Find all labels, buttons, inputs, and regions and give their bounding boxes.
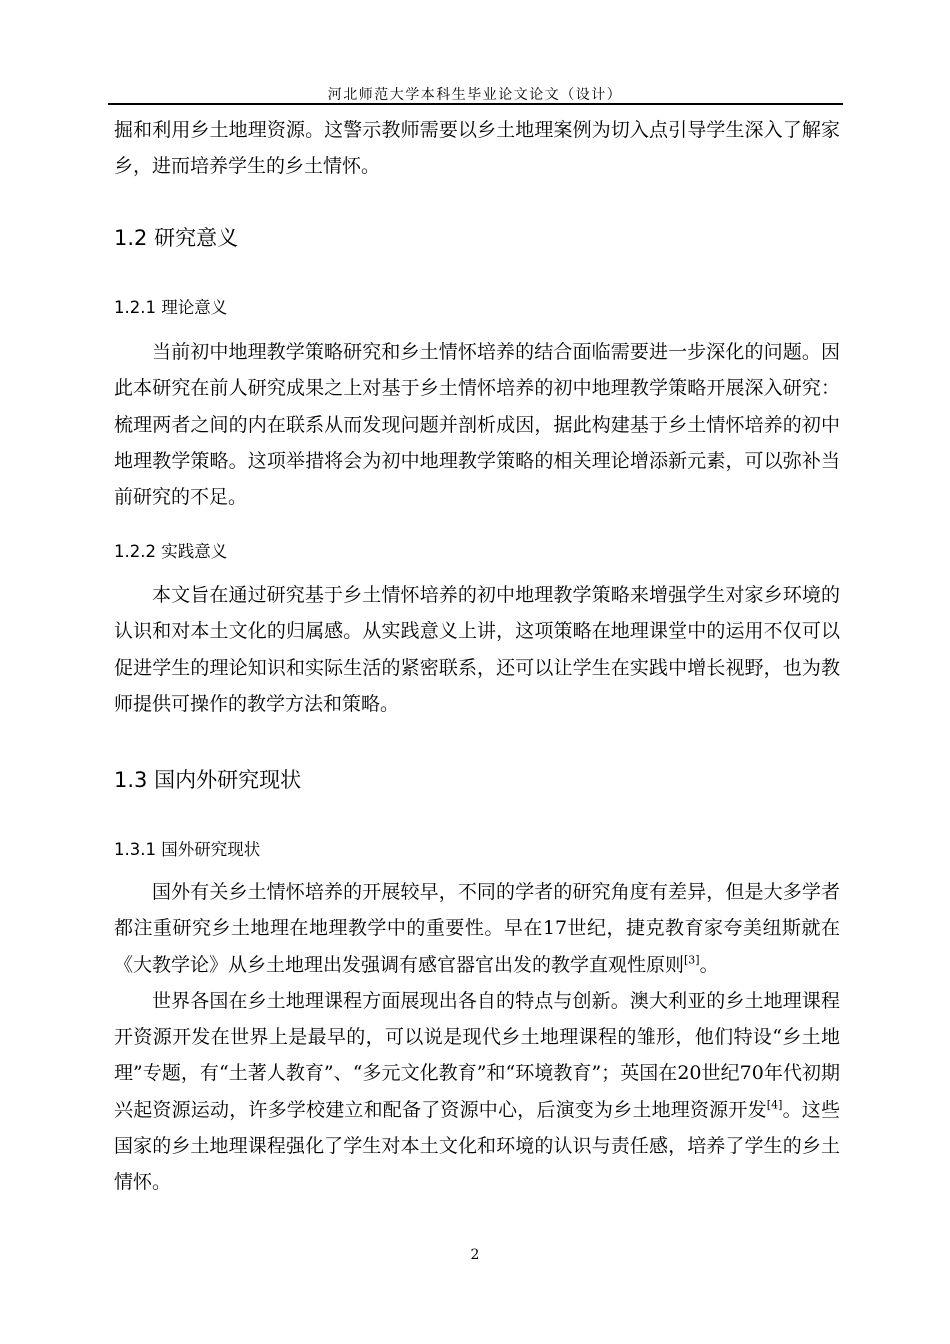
paragraph-foreign-2-text: 世界各国在乡土地理课程方面展现出各自的特点与创新。澳大利亚的乡土地理课程开资源开发在世界上是最早的，可以说是现代乡土地理课程的雏形，他们特设“乡土地理”专题，有“土著人教育”、“多元文化教育”和“环境教育”；英国在20世纪70年代初期兴起资源运动，许多学校建立和配备了资源中心，后演变为乡土地理资源开发	[114, 989, 840, 1121]
paragraph-foreign-2-end: 。这些国家的乡土地理课程强化了学生对本土文化和环境的认识与责任感，培养了学生的乡土情怀。	[114, 1098, 840, 1194]
running-header: 河北师范大学本科生毕业论文论文（设计）	[327, 87, 623, 103]
paragraph-foreign-1	[114, 874, 840, 983]
paragraph-foreign-2	[114, 983, 840, 1201]
paragraph-foreign-1-text: 国外有关乡土情怀培养的开展较早，不同的学者的研究角度有差异，但是大多学者都注重研究乡土地理在地理教学中的重要性。早在17世纪，捷克教育家夸美纽斯就在《大教学论》从乡土地理出发强调有感官器官出发的教学直观性原则	[114, 881, 840, 976]
paragraph-foreign-1-end: 。	[699, 953, 719, 976]
subsection-heading-1-2-1: 1.2.1 理论意义	[114, 298, 228, 317]
section-heading-1-3: 1.3 国内外研究现状	[114, 768, 302, 792]
subsection-heading-1-3-1: 1.3.1 国外研究现状	[114, 840, 261, 859]
section-heading-1-2: 1.2 研究意义	[114, 226, 239, 250]
citation-3: [3]	[684, 953, 700, 967]
subsection-heading-1-2-2: 1.2.2 实践意义	[114, 542, 228, 561]
paragraph-practice: 本文旨在通过研究基于乡土情怀培养的初中地理教学策略来增强学生对家乡环境的认识和对本土文化的归属感。从实践意义上讲，这项策略在地理课堂中的运用不仅可以促进学生的理论知识和实际生活的紧密联系，还可以让学生在实践中增长视野，也为教师提供可操作的教学方法和策略。	[114, 584, 840, 715]
paragraph-intro-continuation: 掘和利用乡土地理资源。这警示教师需要以乡土地理案例为切入点引导学生深入了解家乡，进而培养学生的乡土情怀。	[114, 119, 840, 178]
header-rule	[108, 103, 843, 105]
citation-4: [4]	[766, 1098, 783, 1112]
paragraph-theory: 当前初中地理教学策略研究和乡土情怀培养的结合面临需要进一步深化的问题。因此本研究在前人研究成果之上对基于乡土情怀培养的初中地理教学策略开展深入研究：梳理两者之间的内在联系从而发现问题并剖析成因，据此构建基于乡土情怀培养的初中地理教学策略。这项举措将会为初中地理教学策略的相关理论增添新元素，可以弥补当前研究的不足。	[114, 341, 840, 509]
page-number: 2	[470, 1247, 480, 1263]
